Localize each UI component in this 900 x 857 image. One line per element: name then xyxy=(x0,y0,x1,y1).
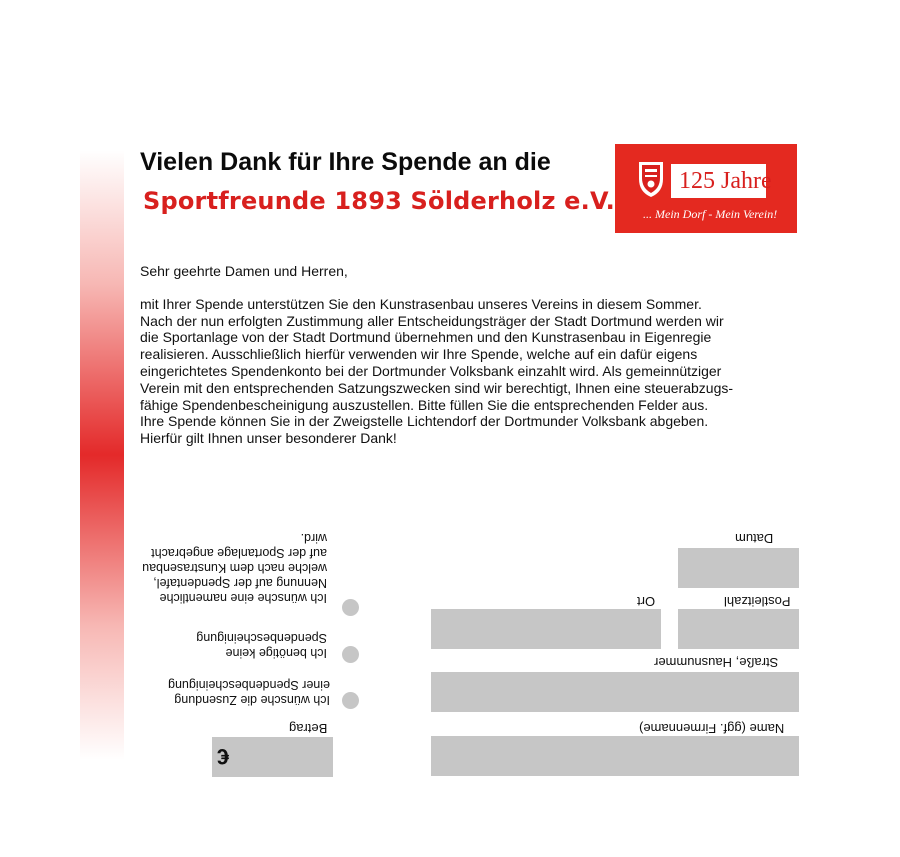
letter-line: Verein mit den entsprechenden Satzungszwecken sind wir berechtigt, Ihnen eine steuerabzugs- xyxy=(140,379,734,396)
logo-slogan: ... Mein Dorf - Mein Verein! xyxy=(643,207,778,221)
letter-line: Hierfür gilt Ihnen unser besonderer Dank! xyxy=(140,430,397,447)
option-zusendung-bescheinigung xyxy=(160,677,330,707)
ort-field[interactable] xyxy=(431,609,661,649)
betrag-label: Betrag xyxy=(289,721,328,736)
club-name: Sportfreunde 1893 Sölderholz e.V. xyxy=(143,187,615,215)
option-text-line: Ich wünsche die Zusendung xyxy=(174,693,330,707)
option-namentliche-nennung xyxy=(127,530,327,605)
page-title: Vielen Dank für Ihre Spende an die xyxy=(140,148,551,176)
letter-line: fähige Spendenbescheinigung auszustellen. Bitte füllen Sie die entsprechenden Felder aus. xyxy=(140,396,709,413)
radio-namentliche-nennung[interactable] xyxy=(342,599,359,616)
letter-line: die Sportanlage von der Stadt Dortmund übernehmen und den Kunstrasenbau in Eigenregie xyxy=(140,329,712,346)
option-text-line: auf der Sportanlage angebracht xyxy=(151,546,327,560)
radio-zusendung-bescheinigung[interactable] xyxy=(342,692,359,709)
option-text-line: Nennung auf der Spendentafel, xyxy=(153,576,327,590)
postleitzahl-field[interactable] xyxy=(678,609,799,649)
radio-keine-bescheinigung[interactable] xyxy=(342,646,359,663)
option-keine-bescheinigung xyxy=(177,630,327,660)
option-text-line: wird. xyxy=(300,531,327,545)
betrag-field[interactable] xyxy=(212,737,333,777)
letter-line: Nach der nun erfolgten Zustimmung aller Entscheidungsträger der Stadt Dortmund werden wir xyxy=(140,312,724,329)
name-label: Name (ggf. Firmenname) xyxy=(639,721,785,736)
letter-salutation: Sehr geehrte Damen und Herren, xyxy=(140,263,348,279)
name-field[interactable] xyxy=(431,736,799,776)
option-text-line: Ich benötige keine xyxy=(225,646,327,660)
option-text-line: Ich wünsche eine namentliche xyxy=(159,591,327,605)
strasse-field[interactable] xyxy=(431,672,799,712)
datum-label: Datum xyxy=(735,531,774,546)
option-text-line: welche nach dem Kunstrasenbau xyxy=(142,561,327,575)
ort-label: Ort xyxy=(637,594,656,609)
letter-line: Ihre Spende können Sie in der Zweigstelle Lichtendorf der Dortmunder Volksbank abgeben. xyxy=(140,413,709,430)
option-text-line: Spendenbescheinigung xyxy=(196,631,327,645)
strasse-label: Straße, Hausnummer xyxy=(654,655,779,670)
letter-line: eingerichtetes Spendenkonto bei der Dortmunder Volksbank einzahlt wird. Als gemeinnütziger xyxy=(140,362,722,379)
euro-symbol: € xyxy=(217,744,230,769)
letter-line: realisieren. Ausschließlich hierfür verwenden wir Ihre Spende, welche auf ein dafür eigens xyxy=(140,346,698,363)
option-text-line: einer Spendenbescheinigung xyxy=(168,678,330,692)
letter-line: mit Ihrer Spende unterstützen Sie den Kunstrasenbau unseres Vereins in diesem Sommer. xyxy=(140,295,702,312)
anniversary-badge-text: 125 Jahre xyxy=(679,168,772,194)
datum-field[interactable] xyxy=(678,548,799,588)
postleitzahl-label: Postleitzahl xyxy=(724,594,791,609)
